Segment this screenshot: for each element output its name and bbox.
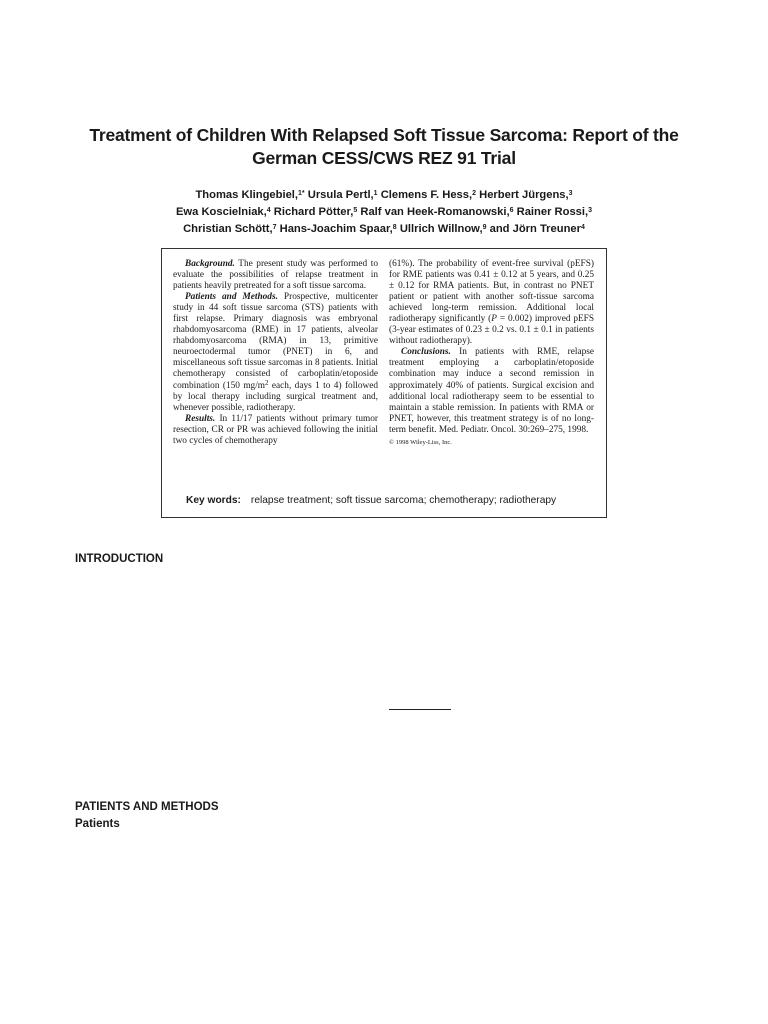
author: Ewa Koscielniak,$^4$	[175, 206, 271, 218]
author: Hans-Joachim Spaar,$^8$	[279, 223, 397, 235]
author: Christian Schött,$^7$	[183, 223, 277, 235]
section-heading-introduction: INTRODUCTION	[75, 553, 164, 565]
author: Ullrich Willnow,$^9$	[399, 223, 487, 235]
author: Rainer Rossi,$^3$	[516, 206, 593, 218]
copyright-notice: © 1998 Wiley-Liss, Inc.	[389, 438, 452, 446]
abstract-column-left	[173, 259, 378, 447]
author: Clemens F. Hess,$^2$	[380, 189, 476, 201]
author: Richard Pötter,$^5$	[273, 206, 358, 218]
abstract-background: Background. The present study was performed to evaluate the possibilities of relapse treatment in patients heavily pretreated for a soft tissue sarcoma.	[173, 259, 378, 292]
keywords	[186, 495, 596, 506]
author-list	[120, 187, 648, 238]
subsection-heading-patients: Patients	[75, 818, 120, 830]
keywords-text: relapse treatment; soft tissue sarcoma; chemotherapy; radiotherapy	[250, 495, 557, 506]
abstract-results: Results. In 11/17 patients without primary tumor resection, CR or PR was achieved following the initial two cycles of chemotherapy	[173, 413, 378, 446]
author: Ralf van Heek-Romanowski,$^6$	[360, 206, 514, 218]
author: Ursula Pertl,$^1$	[307, 189, 378, 201]
abstract-column-right	[389, 259, 594, 448]
footnote-rule	[389, 709, 451, 710]
author-line-3	[120, 221, 648, 238]
abstract-conclusions: Conclusions. In patients with RME, relapse treatment employing a carboplatin/etoposide combination may induce a second remission in approximately 40% of patients. Surgical excision and additional local radiotherapy seem to be essential to maintain a stable remission. In patients with RMA or PNET, however, this treatment strategy is of no long-term benefit. Med. Pediatr. Oncol. 30:269–275, 1998. © 1998 Wiley-Liss, Inc.	[389, 347, 594, 447]
author-line-2	[120, 204, 648, 221]
abstract-results-continued: (61%). The probability of event-free survival (pEFS) for RME patients was 0.41 ± 0.12 at 5 years, and 0.25 ± 0.12 for RMA patients. But, in contrast no PNET patient or patient with another soft-tissue sarcoma achieved long-term remission. Additional local radiotherapy significantly (P = 0.002) improved pEFS (3-year estimates of 0.23 ± 0.2 vs. 0.1 ± 0.1 in patients without radiotherapy).	[389, 259, 595, 347]
author: and Jörn Treuner$^4$	[489, 223, 585, 235]
abstract-box	[161, 248, 607, 518]
author: Herbert Jürgens,$^3$	[479, 189, 573, 201]
paper-title: Treatment of Children With Relapsed Soft Tissue Sarcoma: Report of the German CESS/CWS REZ 91 Trial	[89, 125, 679, 168]
abstract-methods: Patients and Methods. Prospective, multicenter study in 44 soft tissue sarcoma (STS) patients with first relapse. Primary diagnosis was embryonal rhabdomyosarcoma (RME) in 17 patients, alveolar rhabdomyosarcoma (RMA) in 13, primitive neuroectodermal tumor (PNET) in 6, and miscellaneous soft tissue sarcomas in 8 patients. Initial chemotherapy consisted of carboplatin/etoposide combination (150 $mg/m^2$ each, days 1 to 4) followed by local therapy including surgical treatment and, whenever possible, radiotherapy.	[173, 292, 378, 413]
section-heading-patients-methods: PATIENTS AND METHODS	[75, 801, 219, 813]
author: Thomas Klingebiel,$^{1*}$	[195, 189, 305, 201]
keywords-label: Key words:	[186, 495, 241, 506]
author-line-1	[120, 187, 648, 204]
